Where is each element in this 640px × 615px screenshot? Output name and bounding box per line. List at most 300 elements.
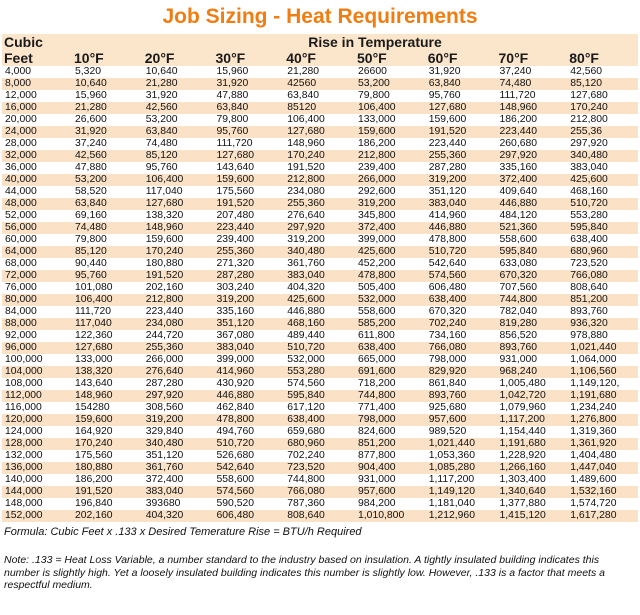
btu-value-cell: 771,400 bbox=[355, 402, 426, 414]
btu-value-cell: 542,640 bbox=[214, 462, 285, 474]
cubic-feet-cell: 12,000 bbox=[2, 90, 72, 102]
btu-value-cell: 297,920 bbox=[497, 150, 568, 162]
btu-value-cell: 117,040 bbox=[143, 186, 214, 198]
btu-value-cell: 1,489,600 bbox=[567, 474, 638, 486]
btu-value-cell: 170,240 bbox=[72, 438, 143, 450]
btu-value-cell: 707,560 bbox=[497, 282, 568, 294]
btu-value-cell: 133,000 bbox=[355, 114, 426, 126]
btu-value-cell: 95,760 bbox=[143, 162, 214, 174]
btu-value-cell: 931,000 bbox=[497, 354, 568, 366]
btu-value-cell: 383,040 bbox=[284, 270, 355, 282]
btu-value-cell: 106,400 bbox=[284, 114, 355, 126]
btu-value-cell: 558,600 bbox=[497, 234, 568, 246]
btu-value-cell: 484,120 bbox=[497, 210, 568, 222]
btu-value-cell: 744,800 bbox=[284, 474, 355, 486]
btu-value-cell: 399,000 bbox=[355, 234, 426, 246]
btu-value-cell: 69,160 bbox=[72, 210, 143, 222]
cubic-feet-cell: 132,000 bbox=[2, 450, 72, 462]
btu-value-cell: 1,117,200 bbox=[426, 474, 497, 486]
btu-value-cell: 494,760 bbox=[214, 426, 285, 438]
btu-value-cell: 638,400 bbox=[355, 342, 426, 354]
btu-value-cell: 468,160 bbox=[284, 318, 355, 330]
btu-value-cell: 191,520 bbox=[284, 162, 355, 174]
btu-value-cell: 510,720 bbox=[284, 342, 355, 354]
btu-value-cell: 877,800 bbox=[355, 450, 426, 462]
btu-value-cell: 74,480 bbox=[143, 138, 214, 150]
btu-value-cell: 351,120 bbox=[214, 318, 285, 330]
btu-value-cell: 446,880 bbox=[214, 390, 285, 402]
table-row bbox=[2, 294, 638, 306]
btu-value-cell: 361,760 bbox=[143, 462, 214, 474]
btu-value-cell: 42,560 bbox=[143, 102, 214, 114]
btu-value-cell: 26600 bbox=[355, 66, 426, 78]
btu-value-cell: 180,880 bbox=[72, 462, 143, 474]
btu-value-cell: 106,400 bbox=[143, 174, 214, 186]
table-row bbox=[2, 282, 638, 294]
btu-value-cell: 893,760 bbox=[426, 390, 497, 402]
cubic-feet-cell: 112,000 bbox=[2, 390, 72, 402]
btu-value-cell: 638,400 bbox=[284, 414, 355, 426]
table-row bbox=[2, 330, 638, 342]
table-row bbox=[2, 102, 638, 114]
rise-in-temperature-header: Rise in Temperature bbox=[72, 34, 638, 50]
btu-value-cell: 159,600 bbox=[72, 414, 143, 426]
btu-value-cell: 335,160 bbox=[214, 306, 285, 318]
note-text: Note: .133 = Heat Loss Variable, a number standard to the industry based on insulation. A tightly insulated building indicates this number is slightly high. Yet a loosely insulated building indicates this number is slightly low. However, .133 is a factor that meets a respectful medium. bbox=[4, 554, 605, 591]
btu-value-cell: 574,560 bbox=[284, 378, 355, 390]
btu-value-cell: 63,840 bbox=[143, 126, 214, 138]
btu-value-cell: 372,400 bbox=[355, 222, 426, 234]
btu-value-cell: 1,149,120 bbox=[426, 486, 497, 498]
btu-value-cell: 1,021,440 bbox=[567, 342, 638, 354]
btu-value-cell: 383,040 bbox=[143, 486, 214, 498]
btu-value-cell: 414,960 bbox=[214, 366, 285, 378]
btu-value-cell: 287,280 bbox=[214, 270, 285, 282]
btu-value-cell: 638,400 bbox=[567, 234, 638, 246]
btu-value-cell: 10,640 bbox=[143, 66, 214, 78]
btu-value-cell: 1,361,920 bbox=[567, 438, 638, 450]
btu-value-cell: 1,447,040 bbox=[567, 462, 638, 474]
btu-value-cell: 10,640 bbox=[72, 78, 143, 90]
table-row bbox=[2, 474, 638, 486]
btu-value-cell: 47,880 bbox=[72, 162, 143, 174]
table-row bbox=[2, 354, 638, 366]
btu-value-cell: 399,000 bbox=[214, 354, 285, 366]
btu-value-cell: 127,680 bbox=[72, 342, 143, 354]
btu-value-cell: 383,040 bbox=[426, 198, 497, 210]
header-row-top bbox=[2, 34, 638, 50]
btu-value-cell: 606,480 bbox=[214, 510, 285, 522]
btu-value-cell: 127,680 bbox=[214, 150, 285, 162]
btu-value-cell: 260,680 bbox=[497, 138, 568, 150]
btu-value-cell: 851,200 bbox=[355, 438, 426, 450]
btu-value-cell: 164,920 bbox=[72, 426, 143, 438]
btu-value-cell: 234,080 bbox=[143, 318, 214, 330]
btu-value-cell: 21,280 bbox=[72, 102, 143, 114]
table-row bbox=[2, 414, 638, 426]
btu-value-cell: 122,360 bbox=[72, 330, 143, 342]
btu-value-cell: 383,040 bbox=[214, 342, 285, 354]
btu-value-cell: 425,600 bbox=[355, 246, 426, 258]
cubic-feet-cell: 144,000 bbox=[2, 486, 72, 498]
btu-value-cell: 212,800 bbox=[143, 294, 214, 306]
cubic-feet-cell: 76,000 bbox=[2, 282, 72, 294]
btu-value-cell: 361,760 bbox=[284, 258, 355, 270]
btu-value-cell: 782,040 bbox=[497, 306, 568, 318]
btu-value-cell: 617,120 bbox=[284, 402, 355, 414]
table-row bbox=[2, 486, 638, 498]
btu-value-cell: 180,880 bbox=[143, 258, 214, 270]
btu-value-cell: 212,800 bbox=[567, 114, 638, 126]
btu-value-cell: 340,480 bbox=[143, 438, 214, 450]
btu-value-cell: 95,760 bbox=[214, 126, 285, 138]
table-row bbox=[2, 234, 638, 246]
btu-value-cell: 244,720 bbox=[143, 330, 214, 342]
btu-value-cell: 53,200 bbox=[143, 114, 214, 126]
btu-value-cell: 47,880 bbox=[214, 90, 285, 102]
btu-value-cell: 526,680 bbox=[214, 450, 285, 462]
btu-value-cell: 42560 bbox=[284, 78, 355, 90]
btu-value-cell: 766,080 bbox=[426, 342, 497, 354]
btu-value-cell: 266,000 bbox=[143, 354, 214, 366]
btu-value-cell: 271,320 bbox=[214, 258, 285, 270]
btu-value-cell: 85120 bbox=[284, 102, 355, 114]
btu-value-cell: 574,560 bbox=[214, 486, 285, 498]
btu-value-cell: 196,840 bbox=[72, 498, 143, 510]
btu-value-cell: 31,920 bbox=[214, 78, 285, 90]
table-row bbox=[2, 318, 638, 330]
btu-value-cell: 893,760 bbox=[497, 342, 568, 354]
btu-value-cell: 191,520 bbox=[426, 126, 497, 138]
btu-value-cell: 154280 bbox=[72, 402, 143, 414]
cubic-feet-cell: 40,000 bbox=[2, 174, 72, 186]
heat-requirements-table bbox=[2, 34, 638, 522]
btu-value-cell: 798,000 bbox=[426, 354, 497, 366]
btu-value-cell: 595,840 bbox=[497, 246, 568, 258]
table-row bbox=[2, 114, 638, 126]
btu-value-cell: 856,520 bbox=[497, 330, 568, 342]
cubic-feet-cell: 68,000 bbox=[2, 258, 72, 270]
btu-value-cell: 95,760 bbox=[72, 270, 143, 282]
table-row bbox=[2, 186, 638, 198]
cubic-feet-cell: 152,000 bbox=[2, 510, 72, 522]
cubic-feet-cell: 116,000 bbox=[2, 402, 72, 414]
btu-value-cell: 1,191,680 bbox=[567, 390, 638, 402]
table-row bbox=[2, 498, 638, 510]
btu-value-cell: 159,600 bbox=[143, 234, 214, 246]
btu-value-cell: 1,191,680 bbox=[497, 438, 568, 450]
page-title: Job Sizing - Heat Requirements bbox=[162, 5, 478, 28]
cubic-feet-cell: 4,000 bbox=[2, 66, 72, 78]
btu-value-cell: 808,640 bbox=[284, 510, 355, 522]
btu-value-cell: 702,240 bbox=[284, 450, 355, 462]
btu-value-cell: 680,960 bbox=[567, 246, 638, 258]
btu-value-cell: 319,200 bbox=[284, 234, 355, 246]
temp-header-10f: 10°F bbox=[72, 50, 143, 66]
btu-value-cell: 1,149,120, bbox=[567, 378, 638, 390]
btu-value-cell: 1,228,920 bbox=[497, 450, 568, 462]
btu-value-cell: 734,160 bbox=[426, 330, 497, 342]
btu-value-cell: 26,600 bbox=[72, 114, 143, 126]
btu-value-cell: 297,920 bbox=[284, 222, 355, 234]
btu-value-cell: 276,640 bbox=[143, 366, 214, 378]
cubic-feet-cell: 80,000 bbox=[2, 294, 72, 306]
btu-value-cell: 287,280 bbox=[143, 378, 214, 390]
btu-value-cell: 1,042,720 bbox=[497, 390, 568, 402]
btu-value-cell: 1,212,960 bbox=[426, 510, 497, 522]
btu-value-cell: 212,800 bbox=[355, 150, 426, 162]
btu-value-cell: 319,200 bbox=[355, 198, 426, 210]
btu-value-cell: 21,280 bbox=[284, 66, 355, 78]
btu-value-cell: 978,880 bbox=[567, 330, 638, 342]
btu-value-cell: 510,720 bbox=[214, 438, 285, 450]
btu-value-cell: 297,920 bbox=[143, 390, 214, 402]
btu-value-cell: 340,480 bbox=[284, 246, 355, 258]
temp-header-60f: 60°F bbox=[426, 50, 497, 66]
btu-value-cell: 138,320 bbox=[72, 366, 143, 378]
cubic-feet-cell: 136,000 bbox=[2, 462, 72, 474]
btu-value-cell: 606,480 bbox=[426, 282, 497, 294]
table-row bbox=[2, 378, 638, 390]
btu-value-cell: 37,240 bbox=[497, 66, 568, 78]
cubic-feet-cell: 52,000 bbox=[2, 210, 72, 222]
btu-value-cell: 462,840 bbox=[214, 402, 285, 414]
btu-value-cell: 372,400 bbox=[143, 474, 214, 486]
table-row bbox=[2, 210, 638, 222]
btu-value-cell: 925,680 bbox=[426, 402, 497, 414]
btu-value-cell: 255,36 bbox=[567, 126, 638, 138]
btu-value-cell: 127,680 bbox=[284, 126, 355, 138]
btu-value-cell: 1,106,560 bbox=[567, 366, 638, 378]
btu-value-cell: 1,276,800 bbox=[567, 414, 638, 426]
table-row bbox=[2, 258, 638, 270]
table-body bbox=[2, 66, 638, 522]
btu-value-cell: 106,400 bbox=[72, 294, 143, 306]
btu-value-cell: 143,640 bbox=[72, 378, 143, 390]
temp-header-40f: 40°F bbox=[284, 50, 355, 66]
table-row bbox=[2, 78, 638, 90]
btu-value-cell: 633,080 bbox=[497, 258, 568, 270]
table-row bbox=[2, 90, 638, 102]
btu-value-cell: 1,266,160 bbox=[497, 462, 568, 474]
btu-value-cell: 383,040 bbox=[567, 162, 638, 174]
btu-value-cell: 175,560 bbox=[72, 450, 143, 462]
btu-value-cell: 446,880 bbox=[426, 222, 497, 234]
btu-value-cell: 319,200 bbox=[426, 174, 497, 186]
btu-value-cell: 95,760 bbox=[426, 90, 497, 102]
btu-value-cell: 223,440 bbox=[426, 138, 497, 150]
cubic-feet-cell: 72,000 bbox=[2, 270, 72, 282]
table-row bbox=[2, 150, 638, 162]
btu-value-cell: 425,600 bbox=[567, 174, 638, 186]
btu-value-cell: 63,840 bbox=[426, 78, 497, 90]
cubic-feet-cell: 64,000 bbox=[2, 246, 72, 258]
table-row bbox=[2, 510, 638, 522]
btu-value-cell: 829,920 bbox=[426, 366, 497, 378]
btu-value-cell: 186,200 bbox=[72, 474, 143, 486]
btu-value-cell: 74,480 bbox=[497, 78, 568, 90]
btu-value-cell: 212,800 bbox=[284, 174, 355, 186]
btu-value-cell: 659,680 bbox=[284, 426, 355, 438]
btu-value-cell: 851,200 bbox=[567, 294, 638, 306]
btu-value-cell: 159,600 bbox=[355, 126, 426, 138]
cubic-feet-cell: 92,000 bbox=[2, 330, 72, 342]
table-row bbox=[2, 390, 638, 402]
btu-value-cell: 798,000 bbox=[355, 414, 426, 426]
btu-value-cell: 1,154,440 bbox=[497, 426, 568, 438]
btu-value-cell: 984,200 bbox=[355, 498, 426, 510]
btu-value-cell: 1,415,120 bbox=[497, 510, 568, 522]
btu-value-cell: 351,120 bbox=[426, 186, 497, 198]
btu-value-cell: 127,680 bbox=[143, 198, 214, 210]
btu-value-cell: 335,160 bbox=[497, 162, 568, 174]
btu-value-cell: 446,880 bbox=[284, 306, 355, 318]
btu-value-cell: 1,319,360 bbox=[567, 426, 638, 438]
btu-value-cell: 808,640 bbox=[567, 282, 638, 294]
header-row-bottom bbox=[2, 50, 638, 66]
table-row bbox=[2, 270, 638, 282]
btu-value-cell: 170,240 bbox=[567, 102, 638, 114]
btu-value-cell: 680,960 bbox=[284, 438, 355, 450]
btu-value-cell: 79,800 bbox=[214, 114, 285, 126]
btu-value-cell: 85,120 bbox=[143, 150, 214, 162]
btu-value-cell: 478,800 bbox=[214, 414, 285, 426]
btu-value-cell: 611,800 bbox=[355, 330, 426, 342]
cubic-feet-cell: 100,000 bbox=[2, 354, 72, 366]
cubic-feet-cell: 140,000 bbox=[2, 474, 72, 486]
btu-value-cell: 595,840 bbox=[567, 222, 638, 234]
btu-value-cell: 931,000 bbox=[355, 474, 426, 486]
btu-value-cell: 510,720 bbox=[567, 198, 638, 210]
btu-value-cell: 532,000 bbox=[355, 294, 426, 306]
btu-value-cell: 191,520 bbox=[143, 270, 214, 282]
btu-value-cell: 308,560 bbox=[143, 402, 214, 414]
btu-value-cell: 148,960 bbox=[284, 138, 355, 150]
btu-value-cell: 1,085,280 bbox=[426, 462, 497, 474]
cubic-feet-cell: 84,000 bbox=[2, 306, 72, 318]
temp-header-50f: 50°F bbox=[355, 50, 426, 66]
btu-value-cell: 723,520 bbox=[567, 258, 638, 270]
btu-value-cell: 127,680 bbox=[426, 102, 497, 114]
cubic-feet-cell: 128,000 bbox=[2, 438, 72, 450]
btu-value-cell: 414,960 bbox=[426, 210, 497, 222]
btu-value-cell: 404,320 bbox=[284, 282, 355, 294]
cubic-feet-cell: 28,000 bbox=[2, 138, 72, 150]
btu-value-cell: 303,240 bbox=[214, 282, 285, 294]
cubic-feet-cell: 60,000 bbox=[2, 234, 72, 246]
cubic-feet-cell: 20,000 bbox=[2, 114, 72, 126]
table-row bbox=[2, 450, 638, 462]
btu-value-cell: 207,480 bbox=[214, 210, 285, 222]
btu-value-cell: 63,840 bbox=[72, 198, 143, 210]
btu-value-cell: 1,021,440 bbox=[426, 438, 497, 450]
btu-value-cell: 138,320 bbox=[143, 210, 214, 222]
btu-value-cell: 85,120 bbox=[72, 246, 143, 258]
btu-value-cell: 574,560 bbox=[426, 270, 497, 282]
feet-header: Feet bbox=[2, 50, 72, 66]
btu-value-cell: 53,200 bbox=[72, 174, 143, 186]
btu-value-cell: 345,800 bbox=[355, 210, 426, 222]
btu-value-cell: 1,064,000 bbox=[567, 354, 638, 366]
btu-value-cell: 31,920 bbox=[72, 126, 143, 138]
btu-value-cell: 702,240 bbox=[426, 318, 497, 330]
btu-value-cell: 1,010,800 bbox=[355, 510, 426, 522]
btu-value-cell: 787,360 bbox=[284, 498, 355, 510]
btu-value-cell: 111,720 bbox=[214, 138, 285, 150]
btu-value-cell: 15,960 bbox=[214, 66, 285, 78]
btu-value-cell: 766,080 bbox=[284, 486, 355, 498]
btu-value-cell: 1,532,160 bbox=[567, 486, 638, 498]
table-row bbox=[2, 246, 638, 258]
btu-value-cell: 266,000 bbox=[355, 174, 426, 186]
btu-value-cell: 585,200 bbox=[355, 318, 426, 330]
temp-header-30f: 30°F bbox=[214, 50, 285, 66]
btu-value-cell: 42,560 bbox=[567, 66, 638, 78]
btu-value-cell: 393680 bbox=[143, 498, 214, 510]
btu-value-cell: 489,440 bbox=[284, 330, 355, 342]
btu-value-cell: 101,080 bbox=[72, 282, 143, 294]
btu-value-cell: 148,960 bbox=[143, 222, 214, 234]
cubic-feet-cell: 48,000 bbox=[2, 198, 72, 210]
table-row bbox=[2, 366, 638, 378]
btu-value-cell: 819,280 bbox=[497, 318, 568, 330]
btu-value-cell: 170,240 bbox=[284, 150, 355, 162]
btu-value-cell: 287,280 bbox=[426, 162, 497, 174]
btu-value-cell: 63,840 bbox=[284, 90, 355, 102]
btu-value-cell: 42,560 bbox=[72, 150, 143, 162]
btu-value-cell: 319,200 bbox=[143, 414, 214, 426]
btu-value-cell: 276,640 bbox=[284, 210, 355, 222]
btu-value-cell: 255,360 bbox=[143, 342, 214, 354]
cubic-feet-cell: 120,000 bbox=[2, 414, 72, 426]
btu-value-cell: 595,840 bbox=[284, 390, 355, 402]
btu-value-cell: 340,480 bbox=[567, 150, 638, 162]
btu-value-cell: 111,720 bbox=[497, 90, 568, 102]
btu-value-cell: 638,400 bbox=[426, 294, 497, 306]
btu-value-cell: 665,000 bbox=[355, 354, 426, 366]
cubic-feet-cell: 32,000 bbox=[2, 150, 72, 162]
btu-value-cell: 63,840 bbox=[214, 102, 285, 114]
btu-value-cell: 255,360 bbox=[284, 198, 355, 210]
btu-value-cell: 191,520 bbox=[214, 198, 285, 210]
btu-value-cell: 223,440 bbox=[143, 306, 214, 318]
btu-value-cell: 234,080 bbox=[284, 186, 355, 198]
btu-value-cell: 478,800 bbox=[355, 270, 426, 282]
table-row bbox=[2, 426, 638, 438]
btu-value-cell: 170,240 bbox=[143, 246, 214, 258]
btu-value-cell: 936,320 bbox=[567, 318, 638, 330]
btu-value-cell: 223,440 bbox=[214, 222, 285, 234]
btu-value-cell: 1,234,240 bbox=[567, 402, 638, 414]
btu-value-cell: 670,320 bbox=[497, 270, 568, 282]
btu-value-cell: 117,040 bbox=[72, 318, 143, 330]
btu-value-cell: 15,960 bbox=[72, 90, 143, 102]
table-row bbox=[2, 198, 638, 210]
btu-value-cell: 202,160 bbox=[143, 282, 214, 294]
btu-value-cell: 372,400 bbox=[497, 174, 568, 186]
cubic-feet-cell: 124,000 bbox=[2, 426, 72, 438]
btu-value-cell: 1,303,400 bbox=[497, 474, 568, 486]
btu-value-cell: 893,760 bbox=[567, 306, 638, 318]
btu-value-cell: 5,320 bbox=[72, 66, 143, 78]
table-row bbox=[2, 66, 638, 78]
btu-value-cell: 202,160 bbox=[72, 510, 143, 522]
table-row bbox=[2, 306, 638, 318]
table-row bbox=[2, 138, 638, 150]
btu-value-cell: 532,000 bbox=[284, 354, 355, 366]
btu-value-cell: 957,600 bbox=[426, 414, 497, 426]
cubic-feet-cell: 56,000 bbox=[2, 222, 72, 234]
